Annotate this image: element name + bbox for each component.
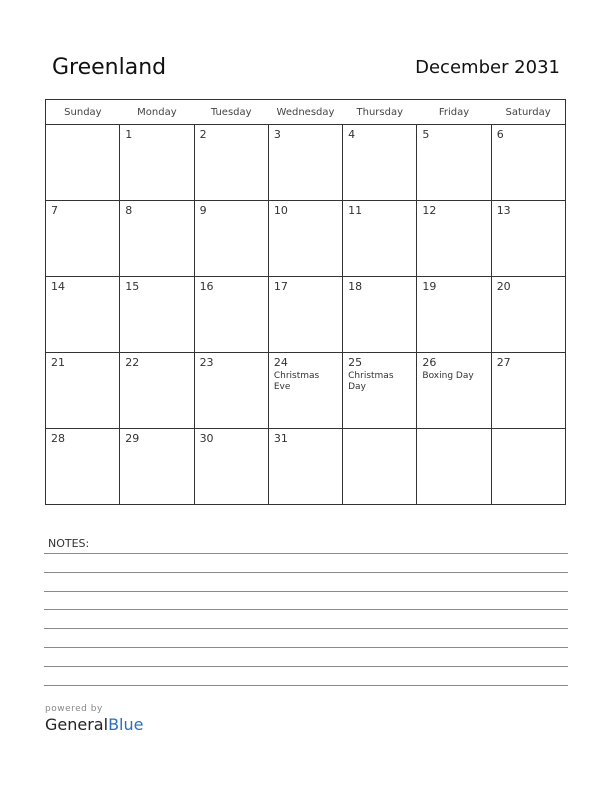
day-cell [194,429,268,505]
day-cell [343,125,417,201]
day-number: 26 [422,356,437,369]
day-number: 21 [51,356,65,369]
day-number: 7 [51,204,58,217]
day-number: 3 [273,128,281,141]
day-number: 27 [496,356,511,369]
day-cell [46,125,120,201]
holiday-label: Christmas Eve [273,371,320,392]
notes-line [44,628,568,629]
brand-logo [45,704,143,734]
day-number: 22 [125,356,140,369]
day-cell [120,353,194,429]
notes-line [44,553,568,554]
day-cell [491,353,565,429]
notes-line [44,685,568,686]
week-row [46,201,566,277]
day-cell [120,277,194,353]
day-number: 19 [422,280,437,293]
day-cell [268,201,342,277]
day-number: 17 [273,280,288,293]
weekday-header: Sunday [46,100,120,125]
day-cell [194,353,268,429]
day-number: 10 [273,204,288,217]
day-number: 14 [51,280,65,293]
day-cell [343,201,417,277]
day-cell [343,429,417,505]
country-title: Greenland [52,55,167,80]
weekday-header: Thursday [343,100,417,125]
day-number: 16 [199,280,214,293]
day-number: 29 [125,432,140,445]
notes-line [44,609,568,610]
calendar-body [46,125,566,505]
week-row [46,429,566,505]
notes-line [44,572,568,573]
week-row [46,125,566,201]
powered-by-text: powered by [45,704,103,714]
day-cell [417,125,491,201]
day-number: 31 [273,432,288,445]
day-cell [120,201,194,277]
day-number: 28 [51,432,65,445]
week-row [46,353,566,429]
day-number: 2 [199,128,207,141]
day-cell [46,201,120,277]
day-number: 4 [348,128,356,141]
brand-name-blue: Blue [108,715,144,734]
notes-line [44,647,568,648]
calendar-grid [45,99,566,505]
weekday-header-row [46,100,566,125]
day-number: 6 [496,128,504,141]
day-number: 15 [125,280,140,293]
day-cell [417,277,491,353]
weekday-header: Tuesday [194,100,268,125]
day-number: 9 [199,204,207,217]
notes-line [44,591,568,592]
day-number: 12 [422,204,437,217]
month-year-title: December 2031 [415,57,560,78]
day-cell [417,429,491,505]
brand-name-general: General [45,715,109,734]
day-number: 20 [496,280,511,293]
day-cell [343,353,417,429]
day-cell [417,353,491,429]
day-cell [491,201,565,277]
day-cell [120,125,194,201]
day-cell [46,277,120,353]
day-number: 11 [348,204,363,217]
calendar-header [52,55,560,85]
day-number: 5 [422,128,430,141]
day-number: 25 [348,356,363,369]
weekday-header: Wednesday [268,100,342,125]
weekday-header: Saturday [491,100,565,125]
day-number: 1 [125,128,133,141]
weekday-header: Friday [417,100,491,125]
brand-name [45,715,143,734]
day-cell [120,429,194,505]
day-cell [268,353,342,429]
notes-label: NOTES: [48,537,90,550]
day-cell [268,277,342,353]
day-cell [491,125,565,201]
day-cell [194,277,268,353]
weekday-header: Monday [120,100,194,125]
day-cell [417,201,491,277]
week-row [46,277,566,353]
day-number: 8 [125,204,133,217]
day-cell [491,429,565,505]
day-number: 24 [273,356,288,369]
day-cell [194,125,268,201]
day-number: 18 [348,280,363,293]
day-cell [46,353,120,429]
notes-line [44,666,568,667]
day-cell [491,277,565,353]
day-cell [194,201,268,277]
day-cell [268,125,342,201]
day-number: 23 [199,356,214,369]
day-cell [343,277,417,353]
day-number: 30 [199,432,214,445]
day-cell [46,429,120,505]
holiday-label: Christmas Day [348,371,394,392]
day-cell [268,429,342,505]
day-number: 13 [496,204,511,217]
holiday-label: Boxing Day [422,371,474,381]
